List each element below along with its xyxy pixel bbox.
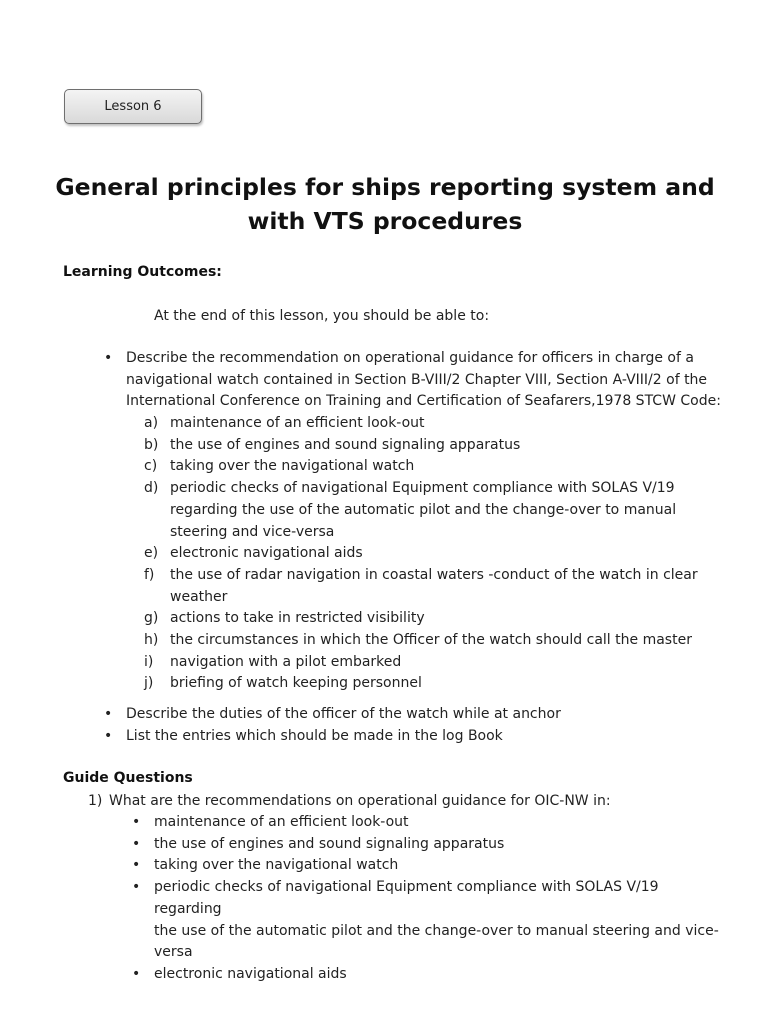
sub-item-text: regarding the use of the automatic pilot and the change-over to manual [170, 501, 677, 518]
sub-item-text: briefing of watch keeping personnel [170, 675, 422, 692]
sub-item-marker: j) [144, 675, 154, 692]
intro-text: At the end of this lesson, you should be able to: [154, 308, 490, 324]
sub-item [144, 673, 744, 695]
sub-item-text: navigation with a pilot embarked [170, 653, 402, 670]
sub-item-marker: b) [144, 436, 159, 453]
question-1-item [130, 877, 730, 964]
bullet-icon: • [132, 879, 141, 896]
question-1-item [130, 812, 730, 834]
outcome-1-line: navigational watch contained in Section B-VIII/2 Chapter VIII, Section A-VIII/2 of the [126, 371, 708, 388]
sub-item-marker: d) [144, 480, 159, 497]
sub-item [144, 652, 744, 674]
question-1: What are the recommendations on operational guidance for OIC-NW in: [109, 793, 611, 809]
bullet-icon: • [104, 706, 113, 722]
question-1-item [130, 834, 730, 856]
question-1-item-text: versa [154, 944, 193, 961]
outcome-1 [126, 348, 721, 413]
question-1-list [130, 812, 730, 986]
question-1-item [130, 855, 730, 877]
sub-item-marker: i) [144, 653, 154, 670]
sub-item-marker: e) [144, 545, 159, 562]
guide-questions-heading: Guide Questions [63, 770, 193, 786]
outcome-3: List the entries which should be made in the log Book [126, 728, 503, 744]
learning-outcomes-heading: Learning Outcomes: [63, 264, 222, 280]
sub-item [144, 478, 744, 543]
sub-item-text: periodic checks of navigational Equipment compliance with SOLAS V/19 [170, 480, 675, 497]
title-line-2: with VTS procedures [247, 207, 523, 235]
sub-item-marker: a) [144, 415, 159, 431]
sub-item-text: the use of radar navigation in coastal waters -conduct of the watch in clear [170, 566, 698, 583]
bullet-icon: • [132, 835, 141, 852]
sub-item-text: steering and vice-versa [170, 523, 335, 540]
sub-item-text: weather [170, 588, 228, 605]
question-1-marker: 1) [88, 793, 103, 809]
page-title [40, 170, 730, 238]
question-1-item-text: maintenance of an efficient look-out [154, 814, 409, 830]
title-line-1: General principles for ships reporting system and [55, 173, 715, 201]
question-1-item-text: electronic navigational aids [154, 965, 347, 982]
sub-item-marker: g) [144, 610, 159, 627]
question-1-item [130, 964, 730, 986]
sub-item-text: actions to take in restricted visibility [170, 610, 425, 627]
sub-item [144, 456, 744, 478]
bullet-icon: • [104, 728, 113, 744]
sub-item-text: the circumstances in which the Officer of the watch should call the master [170, 632, 692, 649]
bullet-icon: • [132, 965, 141, 982]
outcome-1-line: International Conference on Training and Certification of Seafarers,1978 STCW Code: [126, 393, 721, 410]
sub-item-text: maintenance of an efficient look-out [170, 415, 425, 431]
bullet-icon: • [104, 350, 113, 366]
outcome-1-sub-list [144, 413, 744, 695]
bullet-icon: • [132, 857, 141, 874]
sub-item-marker: f) [144, 566, 155, 583]
sub-item [144, 565, 744, 608]
question-1-item-text: the use of engines and sound signaling apparatus [154, 835, 505, 852]
outcome-2: Describe the duties of the officer of the watch while at anchor [126, 706, 561, 722]
sub-item-text: electronic navigational aids [170, 545, 363, 562]
sub-item-text: the use of engines and sound signaling apparatus [170, 436, 521, 453]
question-1-item-text: taking over the navigational watch [154, 857, 399, 874]
sub-item-marker: c) [144, 458, 158, 475]
sub-item [144, 630, 744, 652]
sub-item-marker: h) [144, 632, 159, 649]
sub-item-text: taking over the navigational watch [170, 458, 415, 475]
lesson-label-box [64, 89, 202, 124]
sub-item [144, 413, 744, 435]
bullet-icon: • [132, 814, 141, 830]
lesson-label: Lesson 6 [104, 99, 162, 114]
question-1-item-text: periodic checks of navigational Equipment compliance with SOLAS V/19 regarding [154, 879, 659, 917]
question-1-item-text: the use of the automatic pilot and the change-over to manual steering and vice- [154, 922, 719, 939]
outcome-1-line: Describe the recommendation on operational guidance for officers in charge of a [126, 350, 694, 366]
sub-item [144, 435, 744, 457]
sub-item [144, 608, 744, 630]
sub-item [144, 543, 744, 565]
